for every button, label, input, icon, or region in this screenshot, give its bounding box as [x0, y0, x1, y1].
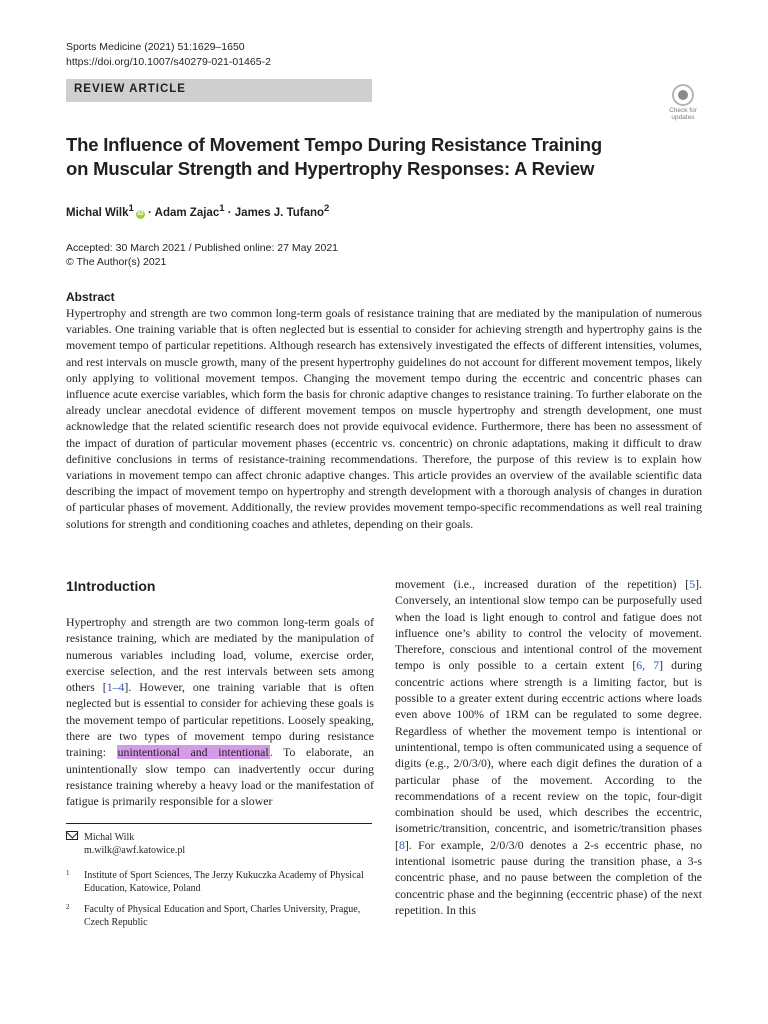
affiliation-1: [66, 869, 366, 895]
intro-text-part: Hypertrophy and strength are two common long-term goals of resistance training, which are mediated by the manipulation of numerous variables including load, volume, exercise order, exercise selection, and the rest intervals between sets among others [: [66, 615, 374, 695]
author-name[interactable]: James J. Tufano: [234, 206, 325, 219]
doi-link[interactable]: https://doi.org/10.1007/s40279-021-01465-2: [66, 55, 271, 68]
author-affiliation-mark: 1: [128, 203, 134, 214]
copyright-notice: © The Author(s) 2021: [66, 256, 167, 268]
journal-header: [66, 40, 271, 69]
article-type-label: REVIEW ARTICLE: [74, 83, 186, 95]
title-line-2: on Muscular Strength and Hypertrophy Responses: A Review: [66, 158, 595, 179]
affiliation-number: 2: [66, 903, 70, 911]
affiliation-2: [66, 903, 366, 929]
article-title: [66, 133, 626, 181]
correspondence-block: [66, 831, 185, 857]
accepted-published-dates: Accepted: 30 March 2021 / Published online: 27 May 2021: [66, 242, 339, 254]
title-line-1: The Influence of Movement Tempo During Resistance Training: [66, 134, 602, 155]
intro-text-part: ]. Conversely, an intentional slow tempo can be purposefully used when the load is light enough to control and fatigue does not influence one’s ability to control the velocity of movement. Therefore, conscious and intentional control of the movement tempo is only possible to a certain extent [: [395, 577, 702, 673]
author-name[interactable]: Michal Wilk: [66, 206, 129, 219]
author-list: [66, 203, 329, 219]
intro-text-part: ] during concentric actions where strength is a limiting factor, but is possible to a greater extent during eccentric actions where loads even above 100% of 1RM can be regulated to some degree. Regardless of whether the movement tempo is intentional or unintentional, tempo is often communicated using a sequence of digits (e.g., 2/0/3/0), where each digit defines the duration of a particular phase of the movement. According to the recommendations of a recent review on the topic, four-digit combination should be used, which describes the eccentric, isometric/transition, concentric, and isometric/transition phases [: [395, 658, 702, 852]
citation-link[interactable]: 8: [398, 837, 405, 852]
affiliation-text: Institute of Sport Sciences, The Jerzy Kukuczka Academy of Physical Education, Katowice, Poland: [84, 870, 364, 894]
affiliation-text: Faculty of Physical Education and Sport, Charles University, Prague, Czech Republic: [84, 904, 361, 928]
crossmark-icon: [672, 84, 694, 106]
author-separator: ·: [144, 206, 155, 219]
intro-paragraph-left: [66, 614, 374, 810]
intro-text-part: movement (i.e., increased duration of the repetition) [: [395, 577, 690, 591]
intro-text-part: . To elaborate, an unintentionally slow tempo can inadvertently occur during resistance training whereby a heavy load or the manifestation of fatigue is primarily responsible for a slower: [66, 745, 375, 809]
envelope-icon: [66, 831, 78, 840]
citation-link[interactable]: 1–4: [106, 680, 125, 695]
author-separator: ·: [224, 206, 235, 219]
orcid-icon[interactable]: iD: [137, 210, 144, 217]
author-affiliation-mark: 2: [324, 203, 330, 214]
crossmark-label: [664, 107, 702, 121]
crossmark-button[interactable]: [664, 84, 702, 122]
citation-link[interactable]: 5: [689, 577, 696, 591]
corresponding-author-name: Michal Wilk: [84, 832, 135, 843]
crossmark-label-line2: updates: [671, 114, 695, 121]
highlighted-text: unintentional and intentional: [117, 745, 269, 760]
section-heading: [66, 578, 374, 596]
footnote-divider: [66, 823, 372, 824]
publication-dates: [66, 241, 338, 269]
intro-text-part: ]. However, one training variable that is often neglected but is essential to consider for achieving these goals is the movement tempo of particular repetitions. Loosely speaking, there are two types of movement tempo during resistance training:: [66, 680, 374, 760]
author-name[interactable]: Adam Zajac: [154, 206, 220, 219]
journal-citation: Sports Medicine (2021) 51:1629–1650: [66, 41, 245, 53]
section-title: Introduction: [73, 578, 156, 594]
citation-link[interactable]: 6, 7: [636, 658, 660, 673]
abstract-text: Hypertrophy and strength are two common long-term goals of resistance training that are mediated by the manipulation of numerous variables. One training variable that is often neglected but is essential to consider for achieving strength and hypertrophy gains is the movement tempo of particular repetitions. Although research has extensively investigated the effects of different intensities, volumes, and rest intervals on muscle growth, many of the present hypertrophy guidelines do not account for different movement tempos, likely only applying to volitional movement tempos. Changing the movement tempo during the eccentric and concentric phases can influence acute exercise variables, which form the basis for chronic adaptive changes to resistance training. To further elaborate on the already unclear anecdotal evidence of different movement tempos on muscle hypertrophy and strength development, one must acknowledge that the related scientific research does not provide equivocal evidence. Furthermore, there has been no assessment of the impact of duration of particular movement phases (eccentric vs. concentric) on chronic adaptations, making it difficult to draw definitive conclusions in terms of resistance-training recommendations. Therefore, the purpose of this review is to explain how variations in movement tempo can affect chronic adaptive changes. This article provides an overview of the available scientific data describing the impact of movement tempo on hypertrophy and strength development with a thorough analysis of changes in duration of particular phases of movement. Additionally, the review provides movement tempo-specific recommendations as well real training solutions for strength and conditioning coaches and athletes, depending on their goals.: [66, 306, 702, 531]
article-type-banner: [66, 79, 372, 102]
corresponding-author-email[interactable]: m.wilk@awf.katowice.pl: [84, 845, 186, 856]
crossmark-label-line1: Check for: [669, 107, 697, 114]
section-number: 1: [66, 578, 74, 594]
intro-text-part: ]. For example, 2/0/3/0 denotes a 2-s eccentric phase, no intentional isometric pause during the transition phase, a 3-s concentric phase, and no pause between the completion of the concentric phase and the beginning (eccentric phase) of the next repetition. In this: [395, 837, 702, 917]
intro-paragraph-right: [395, 576, 702, 918]
affiliation-number: 1: [66, 869, 70, 877]
author-affiliation-mark: 1: [219, 203, 225, 214]
abstract-heading: Abstract: [66, 290, 115, 304]
